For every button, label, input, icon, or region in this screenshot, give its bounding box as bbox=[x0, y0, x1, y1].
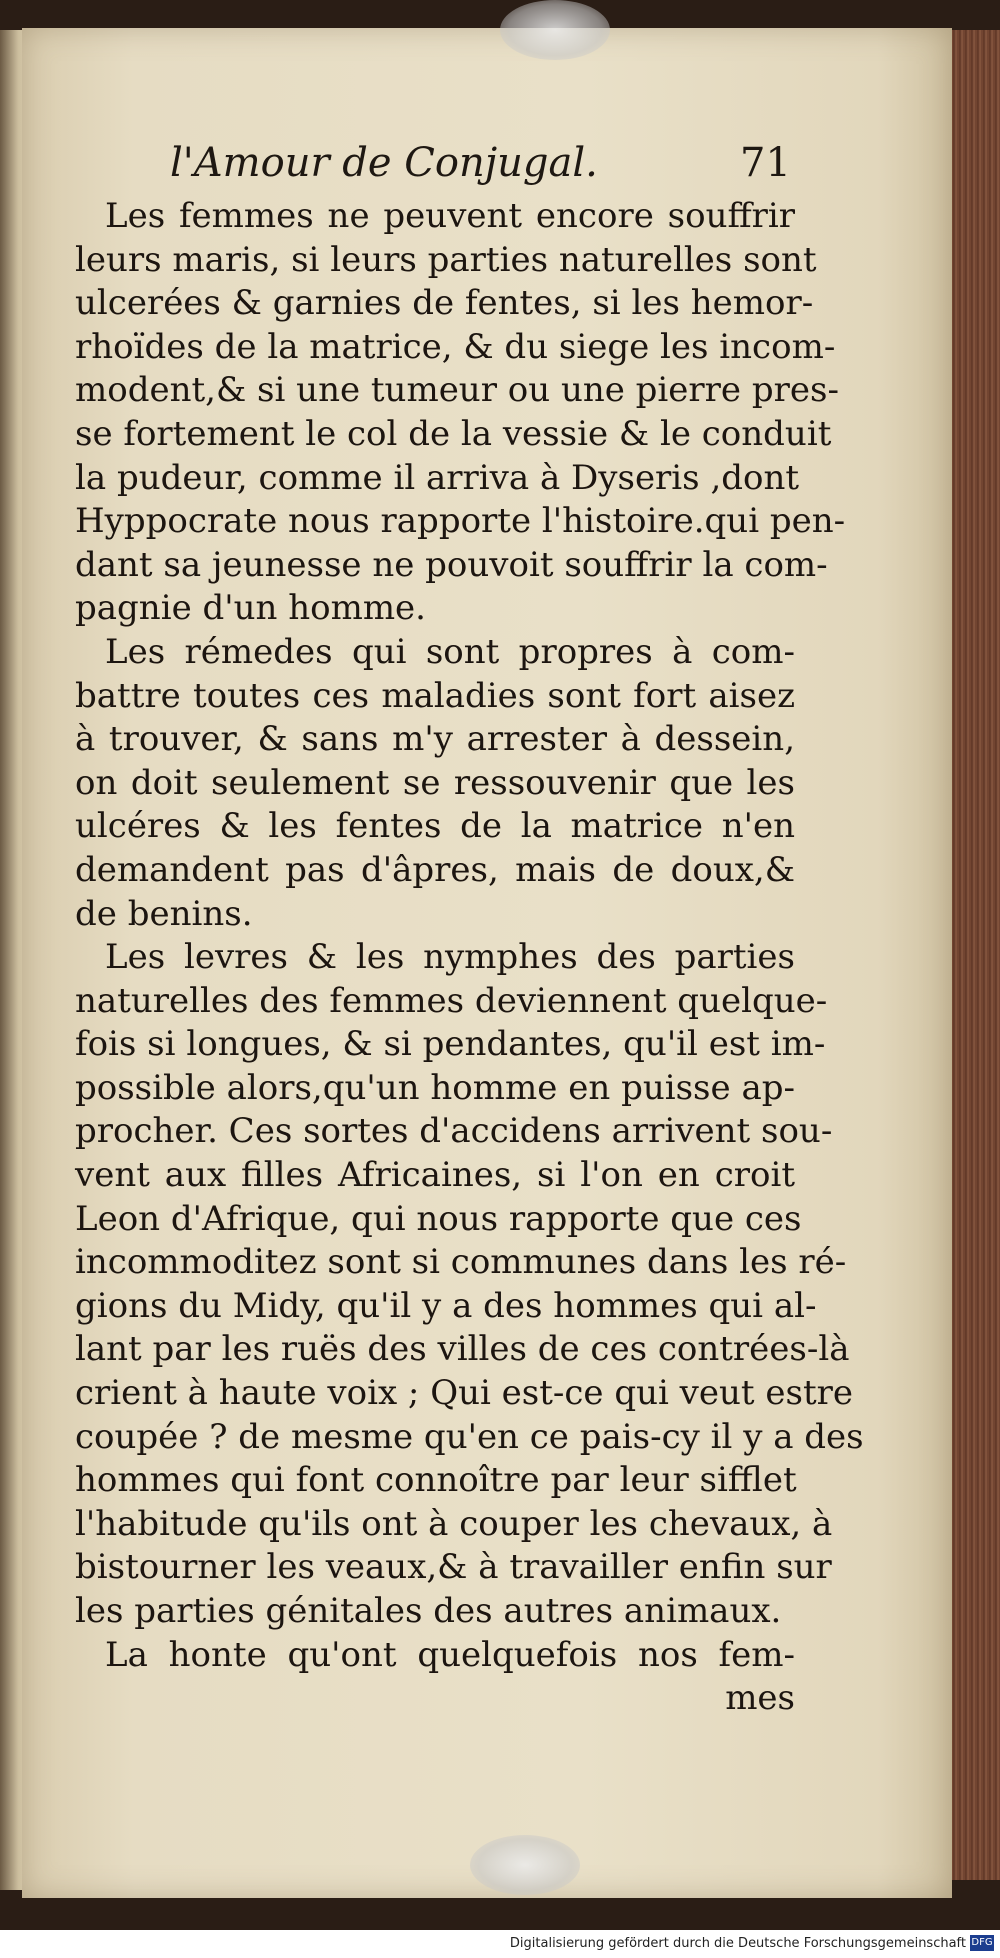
text-line: crient à haute voix ; Qui est-ce qui veut estre bbox=[75, 1373, 853, 1414]
text-line: modent,& si une tumeur ou une pierre pres- bbox=[75, 370, 839, 411]
text-line: naturelles des femmes deviennent quelque- bbox=[75, 980, 828, 1021]
text-line: fois si longues, & si pendantes, qu'il est im- bbox=[75, 1024, 826, 1065]
dfg-logo-icon: DFG bbox=[970, 1935, 994, 1951]
text-line: dant sa jeunesse ne pouvoit souffrir la com- bbox=[75, 544, 828, 585]
text-line: de benins. bbox=[75, 893, 253, 934]
text-line: les parties génitales des autres animaux. bbox=[75, 1591, 782, 1631]
text-line: coupée ? de mesme qu'en ce pais-cy il y a des bbox=[75, 1416, 864, 1457]
text-line: demandent pas d'âpres, mais de doux,& bbox=[75, 849, 795, 890]
footer-credit: Digitalisierung gefördert durch die Deutsche Forschungsgemeinschaft bbox=[509, 1936, 966, 1951]
text-line: lant par les ruës des villes de ces contrées-là bbox=[75, 1329, 850, 1370]
text-line: rhoïdes de la matrice, & du siege les incom- bbox=[75, 326, 836, 367]
text-line: possible alors,qu'un homme en puisse ap- bbox=[75, 1067, 795, 1108]
text-line: bistourner les veaux,& à travailler enfin sur bbox=[75, 1547, 832, 1588]
text-line: ulcéres & les fentes de la matrice n'en bbox=[75, 806, 795, 847]
text-line: incommoditez sont si communes dans les ré- bbox=[75, 1242, 847, 1283]
text-line: Leon d'Afrique, qui nous rapporte que ces bbox=[75, 1198, 802, 1239]
book-clip-bottom bbox=[470, 1835, 580, 1895]
text-line: l'habitude qu'ils ont à couper les chevaux, à bbox=[75, 1503, 833, 1544]
text-line: Les levres & les nymphes des parties bbox=[105, 937, 795, 978]
digitization-footer bbox=[0, 1930, 1000, 1958]
text-line: hommes qui font connoître par leur sifflet bbox=[75, 1460, 797, 1501]
text-line: Hyppocrate nous rapporte l'histoire.qui pen- bbox=[75, 501, 846, 542]
text-line: ulcerées & garnies de fentes, si les hemor- bbox=[75, 283, 814, 324]
text-line: se fortement le col de la vessie & le conduit bbox=[75, 413, 832, 454]
text-line: La honte qu'ont quelquefois nos fem- bbox=[105, 1634, 795, 1675]
book-clip-top bbox=[500, 0, 610, 60]
text-line: on doit seulement se ressouvenir que les bbox=[75, 762, 795, 803]
text-line: la pudeur, comme il arriva à Dyseris ,dont bbox=[75, 457, 800, 498]
text-line: leurs maris, si leurs parties naturelles sont bbox=[75, 239, 817, 280]
text-line: gions du Midy, qu'il y a des hommes qui al- bbox=[75, 1285, 817, 1326]
catchword: mes bbox=[725, 1678, 795, 1719]
text-line: à trouver, & sans m'y arrester à dessein, bbox=[75, 719, 795, 760]
page-stack-edge bbox=[952, 30, 1000, 1880]
page-body bbox=[75, 195, 864, 1721]
text-line: battre toutes ces maladies sont fort aisez bbox=[75, 675, 795, 716]
text-line: vent aux filles Africaines, si l'on en croit bbox=[75, 1155, 795, 1196]
page-number: 71 bbox=[740, 140, 791, 186]
text-line: pagnie d'un homme. bbox=[75, 588, 426, 629]
text-line: Les femmes ne peuvent encore souffrir bbox=[105, 196, 795, 236]
text-line: procher. Ces sortes d'accidens arrivent sou- bbox=[75, 1111, 833, 1152]
running-title: l'Amour de Conjugal. bbox=[170, 140, 598, 186]
text-line: Les rémedes qui sont propres à com- bbox=[105, 631, 795, 672]
